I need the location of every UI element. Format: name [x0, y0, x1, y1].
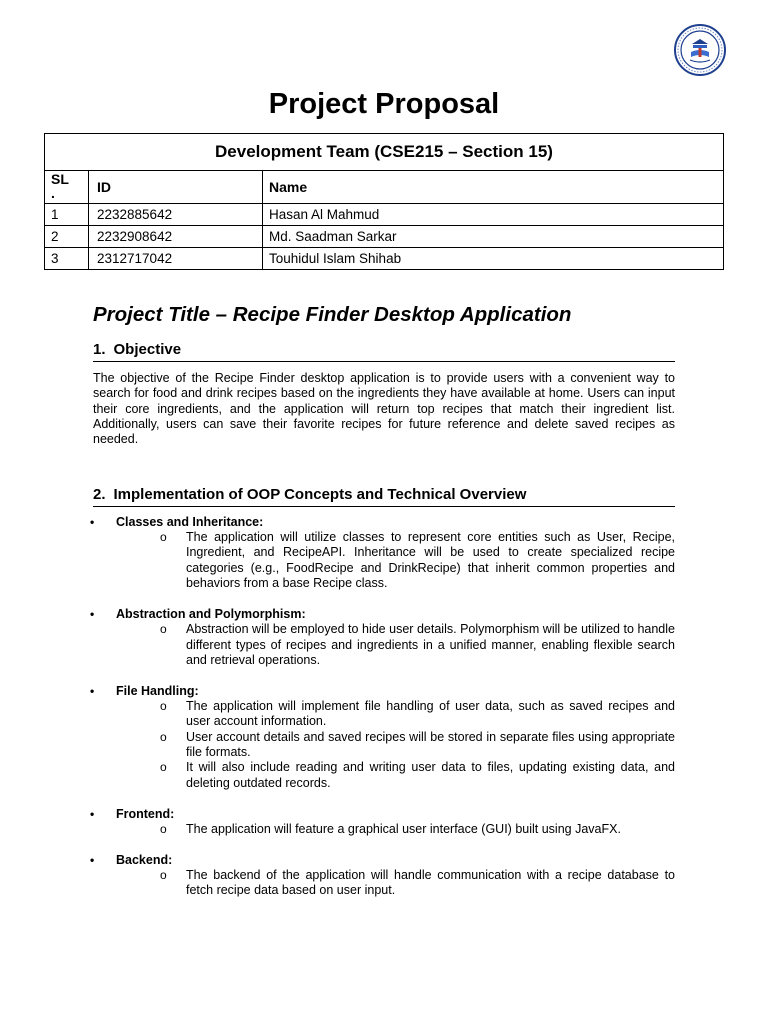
sub-bullet-icon: o: [160, 867, 167, 882]
cell-id: 2232908642: [89, 226, 263, 248]
sub-bullet-icon: o: [160, 760, 167, 775]
section-heading-text: Implementation of OOP Concepts and Technical Overview: [113, 486, 527, 503]
item-title: File Handling:: [116, 683, 199, 698]
sub-bullet-icon: o: [160, 530, 167, 544]
list-item: [0, 683, 768, 791]
section-number: 1.: [93, 341, 106, 358]
development-team-table: [44, 133, 724, 270]
sub-item-text: User account details and saved recipes will be stored in separate files using appropriate file formats.: [186, 729, 675, 760]
cell-name: Md. Saadman Sarkar: [263, 226, 724, 248]
team-table-heading: Development Team (CSE215 – Section 15): [45, 134, 724, 171]
sub-bullet-icon: o: [160, 698, 167, 713]
cell-sl: 2: [45, 226, 89, 248]
bullet-icon: •: [90, 515, 95, 529]
sub-item-text: The backend of the application will handle communication with a recipe database to fetch recipe data based on user input.: [186, 867, 675, 898]
table-row: [45, 204, 724, 226]
sub-item: [0, 822, 675, 837]
sub-bullet-icon: o: [160, 821, 167, 836]
list-item: [0, 852, 768, 899]
item-title: Backend:: [116, 852, 173, 867]
cell-name: Touhidul Islam Shihab: [263, 248, 724, 270]
sub-item: [0, 530, 675, 592]
university-seal-logo: [673, 22, 727, 78]
objective-paragraph: The objective of the Recipe Finder desktop application is to provide users with a convenient way to search for food and drink recipes based on the ingredients they have available at home. Users can input their core ingredients, and the application will return top recipes that match their ingredient list. Additionally, users can save their favorite recipes for future reference and delete saved recipes as needed.: [93, 371, 675, 447]
sub-item: [0, 760, 675, 791]
cell-sl: 1: [45, 204, 89, 226]
sub-bullet-icon: o: [160, 622, 167, 637]
sub-item: [0, 730, 675, 761]
sub-item: [0, 699, 675, 730]
table-row: [45, 248, 724, 270]
bullet-icon: •: [90, 607, 95, 622]
column-header-id: ID: [89, 171, 263, 204]
sub-item-text: It will also include reading and writing user data to files, updating existing data, and deleting outdated records.: [186, 760, 675, 790]
sub-item: [0, 868, 675, 899]
column-header-name: Name: [263, 171, 724, 204]
section-heading-objective: [93, 340, 675, 362]
sub-item-text: The application will feature a graphical user interface (GUI) built using JavaFX.: [186, 821, 621, 836]
sub-bullet-icon: o: [160, 729, 167, 744]
list-item: [0, 606, 768, 668]
item-title: Classes and Inheritance:: [116, 515, 264, 529]
table-row: [45, 226, 724, 248]
sub-item: [0, 622, 675, 668]
section-heading-text: Objective: [113, 341, 182, 358]
sub-item-text: The application will implement file handling of user data, such as saved recipes and user account information.: [186, 698, 675, 729]
section-heading-implementation: [93, 485, 675, 507]
column-header-sl: SL .: [45, 171, 89, 204]
section-number: 2.: [93, 486, 106, 503]
list-item: [0, 806, 768, 837]
cell-sl: 3: [45, 248, 89, 270]
document-title: Project Proposal: [268, 88, 500, 120]
sub-item-text: Abstraction will be employed to hide user details. Polymorphism will be utilized to handle different types of recipes and ingredients in a unified manner, enabling flexible search and retrieval operations.: [186, 622, 675, 667]
bullet-icon: •: [90, 806, 95, 821]
item-title: Frontend:: [116, 806, 175, 821]
cell-name: Hasan Al Mahmud: [263, 204, 724, 226]
sub-item-text: The application will utilize classes to represent core entities such as User, Recipe, Ingredient, and RecipeAPI. Inheritance will be used to create specialized recipe categories (e.g., FoodRecipe and DrinkRecipe) that inherit common properties and behaviors from a base Recipe class.: [186, 530, 675, 591]
list-item: [0, 514, 768, 592]
bullet-icon: •: [90, 683, 95, 698]
project-title: Project Title – Recipe Finder Desktop Application: [93, 303, 572, 326]
cell-id: 2312717042: [89, 248, 263, 270]
bullet-icon: •: [90, 852, 95, 867]
implementation-list: [0, 514, 768, 913]
cell-id: 2232885642: [89, 204, 263, 226]
item-title: Abstraction and Polymorphism:: [116, 607, 306, 622]
